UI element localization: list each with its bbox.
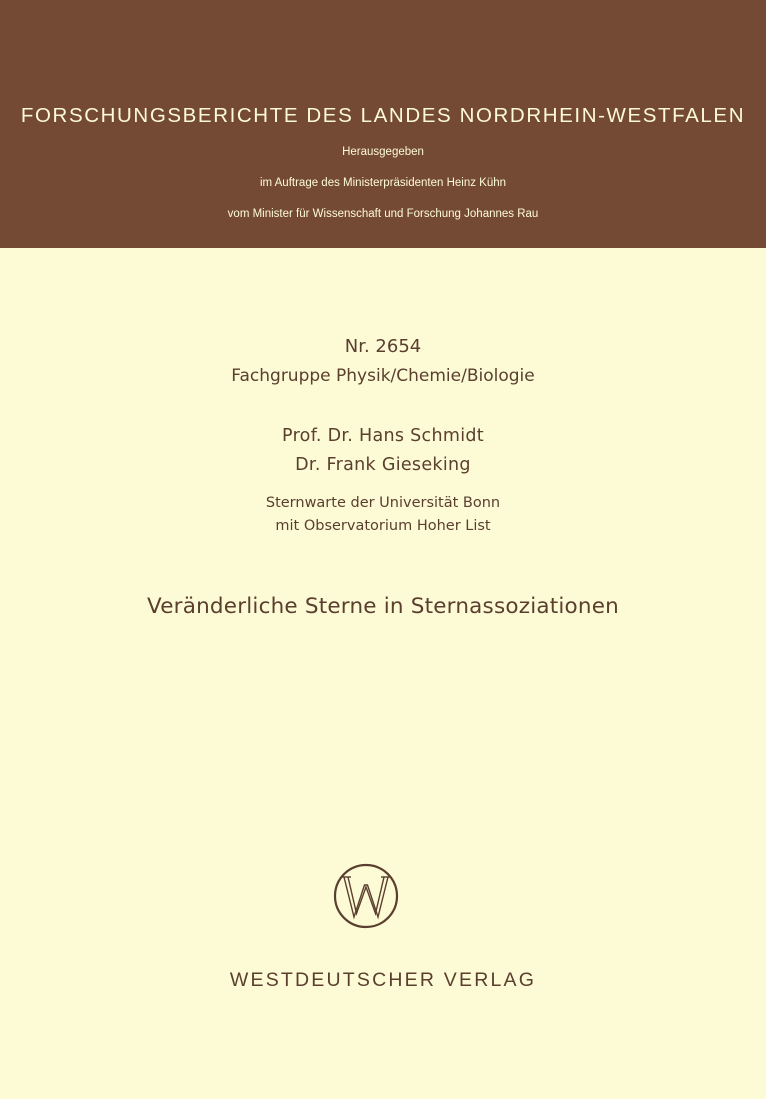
commission-line: im Auftrage des Ministerpräsidenten Heinz Kühn <box>259 177 507 189</box>
report-number: Nr. 2654 <box>344 336 422 357</box>
westdeutscher-verlag-w-logo-icon <box>333 863 399 929</box>
author-name: Dr. Frank Gieseking <box>295 455 471 475</box>
book-title: Veränderliche Sterne in Sternassoziationen <box>147 594 619 619</box>
minister-line: vom Minister für Wissenschaft und Forschung Johannes Rau <box>227 208 539 220</box>
publisher-name: WESTDEUTSCHER VERLAG <box>229 969 537 991</box>
author-name: Prof. Dr. Hans Schmidt <box>282 426 484 446</box>
series-title: FORSCHUNGSBERICHTE DES LANDES NORDRHEIN-WESTFALEN <box>20 104 746 127</box>
header-band <box>0 0 766 248</box>
editor-line: Herausgegeben <box>342 146 424 158</box>
institution-line: Sternwarte der Universität Bonn <box>265 495 501 511</box>
subject-group: Fachgruppe Physik/Chemie/Biologie <box>231 366 535 386</box>
institution-line: mit Observatorium Hoher List <box>275 518 491 534</box>
